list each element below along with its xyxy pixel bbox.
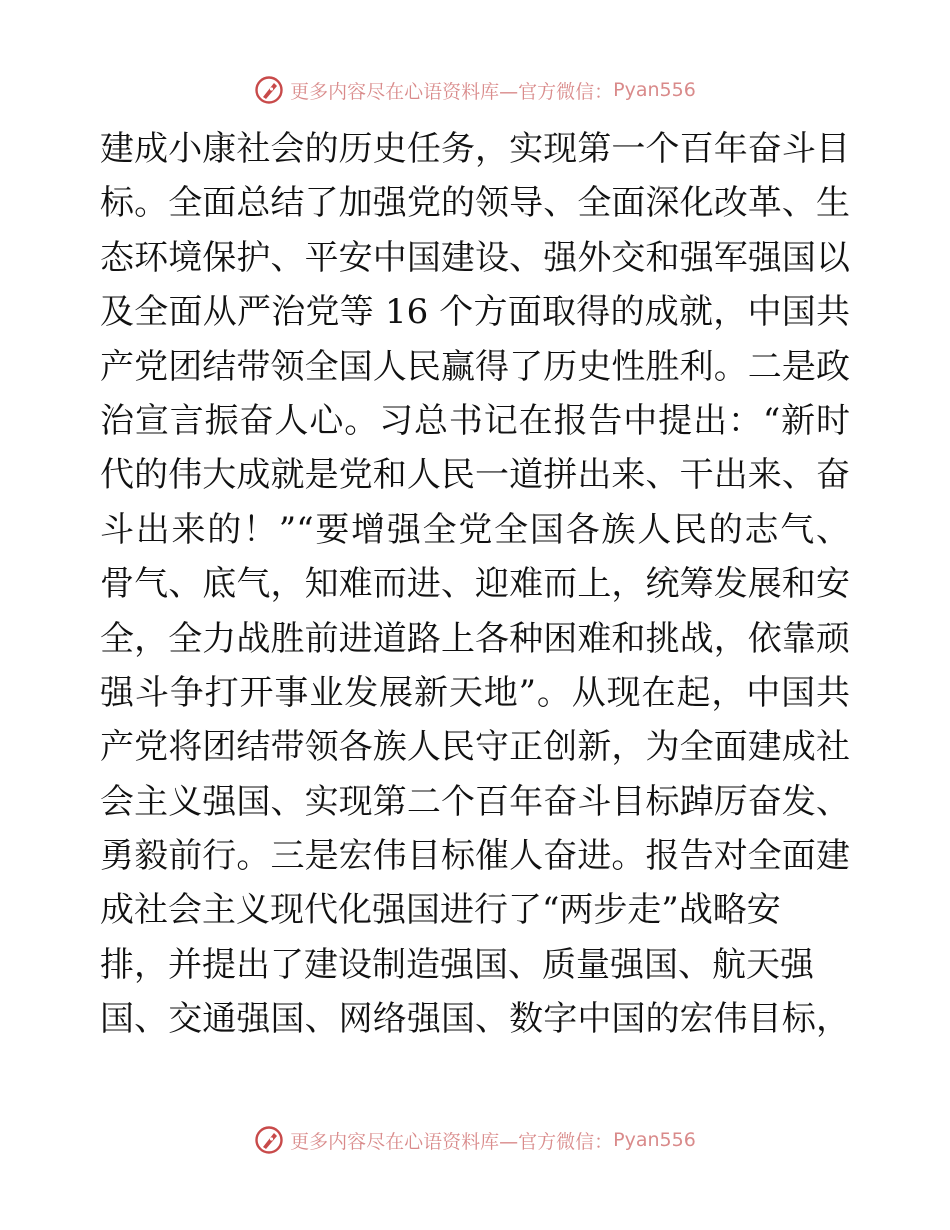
watermark-wechat-id: Pyan556	[613, 79, 696, 101]
text-line: 勇毅前行。三是宏伟目标催人奋进。报告对全面建	[100, 836, 850, 877]
pen-nib-circle-icon	[254, 1125, 284, 1155]
text-line: 态环境保护、平安中国建设、强外交和强军强国以	[100, 237, 850, 278]
text-line: 排，并提出了建设制造强国、质量强国、航天强	[100, 944, 814, 985]
watermark-wechat-id: Pyan556	[613, 1129, 696, 1151]
pen-nib-circle-icon	[254, 75, 284, 105]
text-line: 建成小康社会的历史任务，实现第一个百年奋斗目	[100, 129, 850, 169]
header-watermark	[0, 74, 950, 106]
text-line: 斗出来的！”“要增强全党全国各族人民的志气、	[100, 509, 850, 550]
text-line: 及全面从严治党等 16 个方面取得的成就，中国共	[100, 292, 850, 333]
text-line: 强斗争打开事业发展新天地”。从现在起，中国共	[100, 672, 850, 713]
text-line: 产党团结带领全国人民赢得了历史性胜利。二是政	[100, 346, 850, 387]
text-line: 代的伟大成就是党和人民一道拼出来、干出来、奋	[100, 455, 850, 496]
text-line: 骨气、底气，知难而进、迎难而上，统筹发展和安	[100, 564, 850, 605]
text-line: 标。全面总结了加强党的领导、全面深化改革、生	[100, 183, 850, 224]
text-line: 国、交通强国、网络强国、数字中国的宏伟目标，	[100, 999, 850, 1040]
body-paragraph	[100, 122, 850, 1047]
watermark-text: 更多内容尽在心语资料库—官方微信：	[290, 1130, 614, 1153]
text-line: 会主义强国、实现第二个百年奋斗目标踔厉奋发、	[100, 781, 850, 822]
text-line: 成社会主义现代化强国进行了“两步走”战略安	[100, 890, 781, 931]
watermark-text: 更多内容尽在心语资料库—官方微信：	[290, 80, 614, 103]
footer-watermark	[0, 1124, 950, 1156]
text-line: 治宣言振奋人心。习总书记在报告中提出：“新时	[100, 400, 850, 441]
text-line: 产党将团结带领各族人民守正创新，为全面建成社	[100, 727, 850, 768]
text-line: 全，全力战胜前进道路上各种困难和挑战，依靠顽	[100, 618, 850, 659]
